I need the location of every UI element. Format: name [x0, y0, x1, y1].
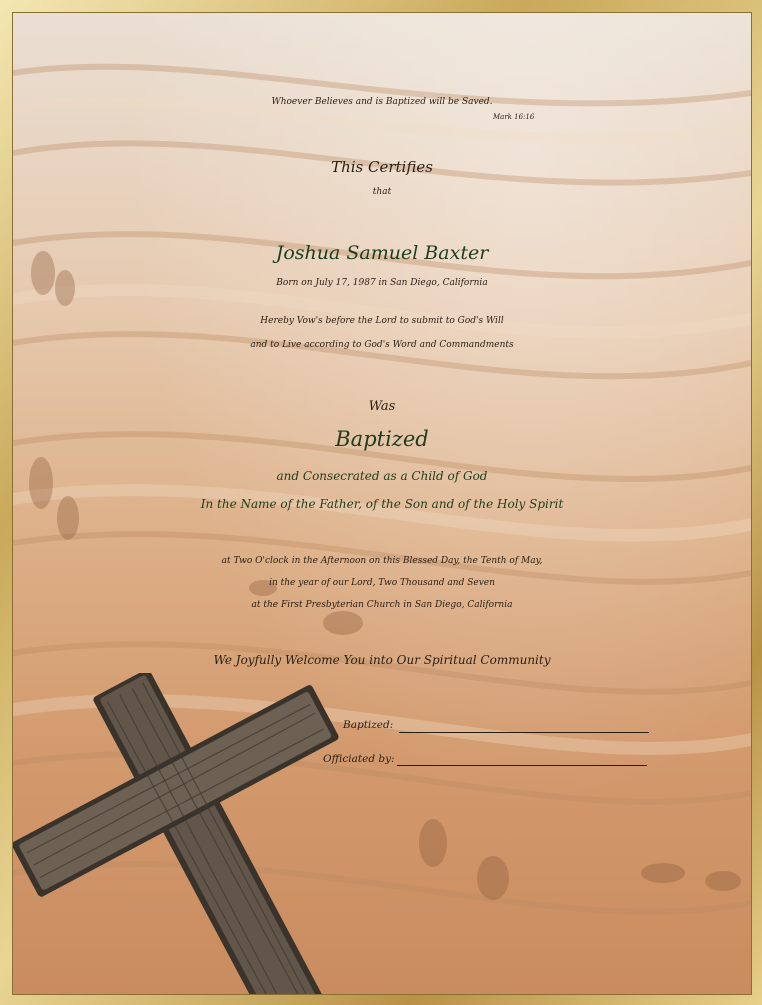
certifies-heading: This Certifies	[331, 158, 433, 176]
trinity-line: In the Name of the Father, of the Son and of the Holy Spirit	[200, 497, 564, 511]
recipient-name: Joshua Samuel Baxter	[275, 242, 489, 264]
was-word: Was	[368, 399, 396, 414]
birth-line: Born on July 17, 1987 in San Diego, California	[276, 278, 488, 288]
consecrated-line: and Consecrated as a Child of God	[276, 469, 488, 483]
date-line-1: at Two O'clock in the Afternoon on this Blessed Day, the Tenth of May,	[221, 556, 543, 566]
that-word: that	[372, 187, 392, 197]
officiated-signature-label: Officiated by:	[323, 753, 395, 765]
verse-reference: Mark 16:16	[493, 113, 535, 121]
date-line-3: at the First Presbyterian Church in San Diego, California	[251, 600, 513, 610]
baptized-signature-label: Baptized:	[343, 719, 394, 731]
vow-line-2: and to Live according to God's Word and Commandments	[250, 340, 514, 350]
verse-text: Whoever Believes and is Baptized will be Saved.	[271, 97, 493, 107]
certificate-paper	[12, 12, 752, 995]
vow-line-1: Hereby Vow's before the Lord to submit to God's Will	[260, 316, 504, 326]
date-line-2: in the year of our Lord, Two Thousand and Seven	[269, 578, 495, 588]
welcome-line: We Joyfully Welcome You into Our Spiritual Community	[213, 653, 551, 667]
officiated-signature-line[interactable]	[397, 765, 647, 766]
baptized-signature-line[interactable]	[399, 732, 649, 733]
wooden-cross-image	[13, 673, 433, 994]
baptized-heading: Baptized	[335, 427, 429, 451]
